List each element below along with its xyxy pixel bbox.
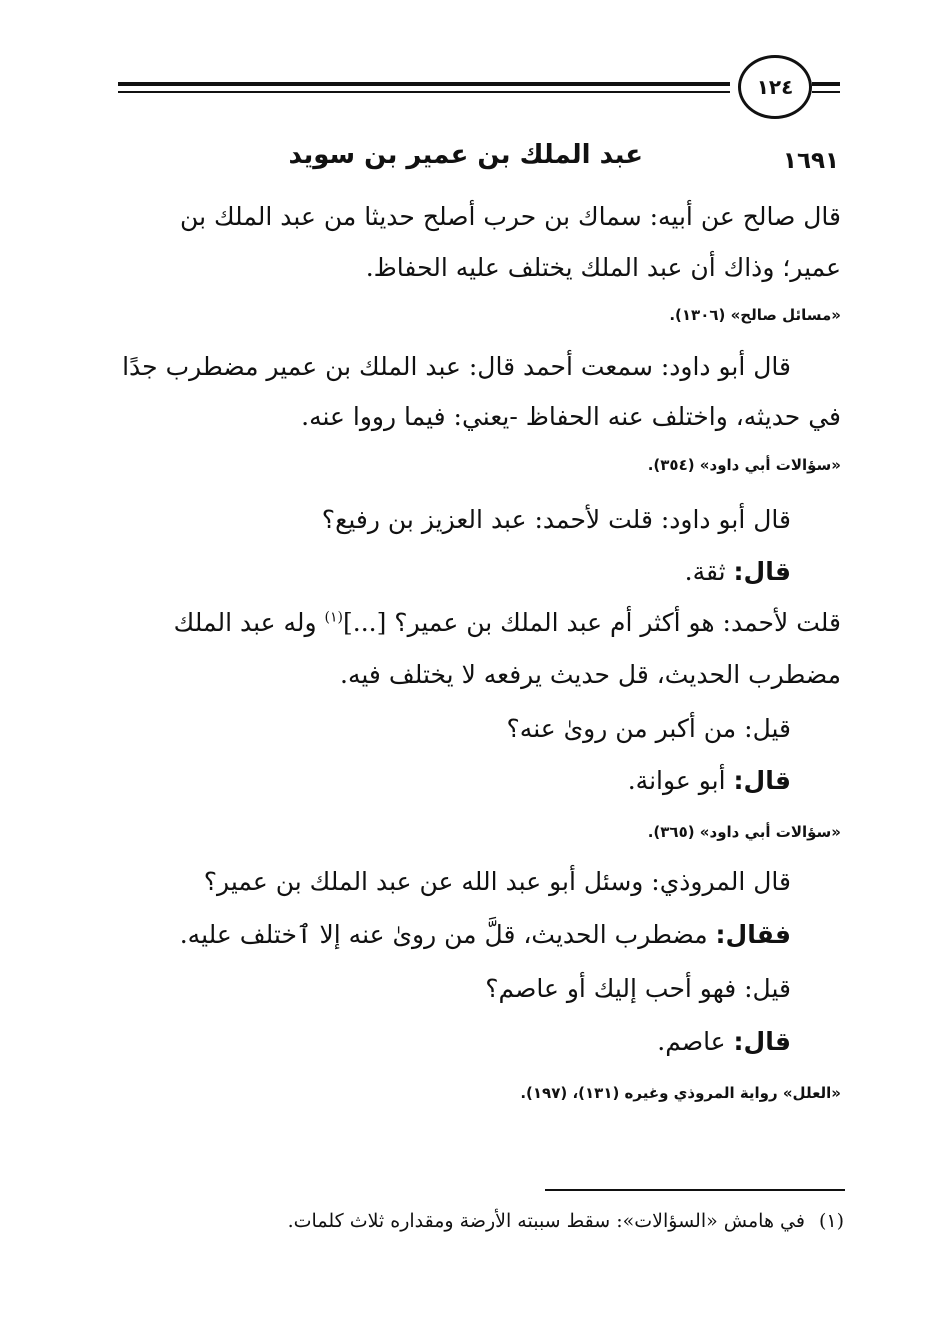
text-line: قال: ثقة. <box>684 557 791 586</box>
text-line: قال: أبو عوانة. <box>627 766 791 795</box>
speaker-label: قال: <box>733 557 791 586</box>
text-line: قال أبو داود: سمعت أحمد قال: عبد الملك بن عمير مضطرب جدًا <box>122 352 791 381</box>
text-line <box>174 608 841 637</box>
text-line: عمير؛ وذاك أن عبد الملك يختلف عليه الحفاظ. <box>365 253 841 282</box>
source-citation: «مسائل صالح» (١٣٠٦). <box>669 306 841 324</box>
speaker-label: فقال: <box>715 920 791 949</box>
header-rule-right-top <box>812 82 840 86</box>
footnote-text: في هامش «السؤالات»: سقط سببته الأرضة ومقداره ثلاث كلمات. <box>287 1210 805 1232</box>
source-citation: «سؤالات أبي داود» (٣٥٤). <box>647 456 841 474</box>
text-line: قال: عاصم. <box>657 1027 791 1056</box>
header-rule-top <box>118 82 730 86</box>
text-line: مضطرب الحديث، قل حديث يرفعه لا يختلف فيه. <box>340 660 841 689</box>
footnote-number: (١) <box>818 1210 844 1232</box>
speaker-label: قال: <box>733 1027 791 1056</box>
header-rule-right-bottom <box>812 91 840 93</box>
text-line: فقال: مضطرب الحديث، قلَّ من روىٰ عنه إلا ٱختلف عليه. <box>179 920 791 949</box>
text-line: قيل: فهو أحب إليك أو عاصم؟ <box>485 974 791 1003</box>
footnote-separator <box>545 1189 845 1191</box>
text-line: قال المروذي: وسئل أبو عبد الله عن عبد الملك بن عمير؟ <box>203 867 791 896</box>
footnote <box>288 1210 844 1232</box>
header-rule-bottom <box>118 91 730 93</box>
text-segment: قلت لأحمد: هو أكثر أم عبد الملك بن عمير؟ [...] <box>343 608 841 637</box>
source-citation: «العلل» رواية المروذي وغيره (١٣١)، (١٩٧). <box>520 1084 841 1102</box>
entry-number: ١٦٩١ <box>772 138 850 184</box>
page-number: ١٢٤ <box>738 55 812 119</box>
text-line: قيل: من أكبر من روىٰ عنه؟ <box>506 714 791 743</box>
text-line: في حديثه، واختلف عنه الحفاظ -يعني: فيما رووا عنه. <box>301 402 841 431</box>
entry-title: عبد الملك بن عمير بن سويد <box>288 140 643 170</box>
text-line: قال صالح عن أبيه: سماك بن حرب أصلح حديثا من عبد الملك بن <box>180 202 841 231</box>
text-segment: وله عبد الملك <box>173 608 325 637</box>
footnote-reference[interactable]: (١) <box>324 609 344 626</box>
source-citation: «سؤالات أبي داود» (٣٦٥). <box>647 823 841 841</box>
text-line: قال أبو داود: قلت لأحمد: عبد العزيز بن رفيع؟ <box>321 505 791 534</box>
speaker-label: قال: <box>733 766 791 795</box>
